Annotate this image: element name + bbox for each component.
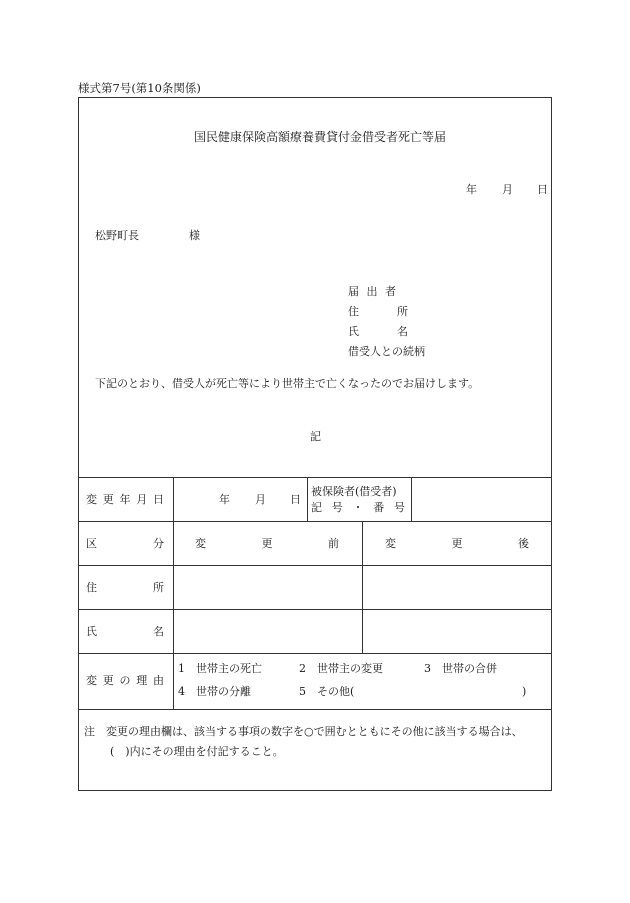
reason-option-1[interactable]: 1 世帯主の死亡 — [178, 662, 262, 675]
notifier-name-label — [348, 326, 408, 337]
label-char: 由 — [153, 674, 164, 687]
label-char: の — [119, 674, 131, 687]
address-before-field[interactable] — [174, 566, 361, 608]
name-row-label — [86, 626, 164, 637]
label-char: 氏 — [86, 625, 97, 638]
label-char: 氏 — [348, 325, 359, 338]
name-before-field[interactable] — [174, 610, 361, 652]
label-char: 月 — [136, 493, 148, 506]
label-char: 更 — [261, 537, 273, 550]
label-char: 住 — [86, 581, 97, 594]
reason-other-field[interactable] — [362, 682, 516, 700]
reason-option-2[interactable]: 2 世帯主の変更 — [299, 662, 383, 675]
note-line-1: 注 変更の理由欄は、該当する事項の数字を○で囲むとともにその他に該当する場合は、 — [84, 725, 523, 738]
statement-text: 下記のとおり、借受人が死亡等により世帯主で亡くなったのでお届けします。 — [95, 377, 480, 390]
label-char: 区 — [86, 537, 97, 550]
reason-other-close: ) — [522, 685, 527, 698]
before-change-header — [195, 538, 339, 549]
row-line-4 — [78, 653, 552, 654]
address-row-label — [86, 582, 164, 593]
date-year-label: 年 — [466, 183, 477, 196]
change-day-unit: 日 — [290, 493, 301, 506]
row-line-1 — [78, 521, 552, 522]
address-after-field[interactable] — [363, 566, 551, 608]
after-change-header — [385, 538, 529, 549]
label-char: 名 — [153, 625, 164, 638]
label-char: 理 — [136, 674, 148, 687]
category-label — [86, 538, 164, 549]
date-month-label: 月 — [502, 183, 513, 196]
addressee-name: 松野町長 — [95, 229, 139, 242]
label-char: ・ — [352, 501, 364, 514]
label-char: 記 — [311, 501, 322, 514]
label-char: 所 — [397, 305, 408, 318]
notifier-label: 届 出 者 — [348, 285, 398, 298]
label-char: 住 — [348, 305, 359, 318]
change-date-field[interactable] — [174, 478, 214, 520]
reason-option-4[interactable]: 4 世帯の分離 — [178, 685, 251, 698]
label-char: 変 — [195, 537, 206, 550]
label-char: 所 — [153, 581, 164, 594]
label-char: 変 — [385, 537, 396, 550]
label-char: 年 — [119, 493, 131, 506]
ki-mark: 記 — [310, 430, 321, 443]
date-right-line — [307, 477, 308, 521]
reason-option-3[interactable]: 3 世帯の合併 — [424, 662, 497, 675]
label-char: 号 — [331, 501, 343, 514]
form-title: 国民健康保険高額療養費貸付金借受者死亡等届 — [194, 130, 447, 144]
insured-number-field[interactable] — [412, 478, 551, 520]
label-char: 更 — [102, 674, 114, 687]
label-char: 日 — [153, 493, 164, 506]
date-day-label: 日 — [537, 183, 548, 196]
label-char: 分 — [153, 537, 164, 550]
note-line-2: ( )内にその理由を付記すること。 — [110, 745, 284, 758]
notifier-address-label — [348, 306, 408, 317]
row-line-5 — [78, 709, 552, 710]
notifier-relation-label: 借受人との続柄 — [348, 345, 425, 358]
change-year-unit: 年 — [219, 493, 230, 506]
label-char: 更 — [102, 493, 114, 506]
change-month-unit: 月 — [255, 493, 266, 506]
label-char: 後 — [518, 537, 529, 550]
change-date-label — [86, 494, 164, 505]
reason-option-5[interactable]: 5 その他( — [299, 685, 355, 698]
label-char: 号 — [394, 501, 405, 514]
label-char: 更 — [451, 537, 463, 550]
name-after-field[interactable] — [363, 610, 551, 652]
label-char: 前 — [328, 537, 339, 550]
label-char: 番 — [373, 501, 385, 514]
label-char: 変 — [86, 493, 97, 506]
insured-label-line2 — [311, 502, 405, 513]
form-number: 様式第7号(第10条関係) — [78, 81, 201, 95]
label-char: 名 — [397, 325, 408, 338]
label-char: 変 — [86, 674, 97, 687]
insured-label-line1: 被保険者(借受者) — [311, 485, 397, 498]
addressee-honorific: 様 — [189, 229, 200, 242]
reason-row-label — [86, 675, 164, 686]
